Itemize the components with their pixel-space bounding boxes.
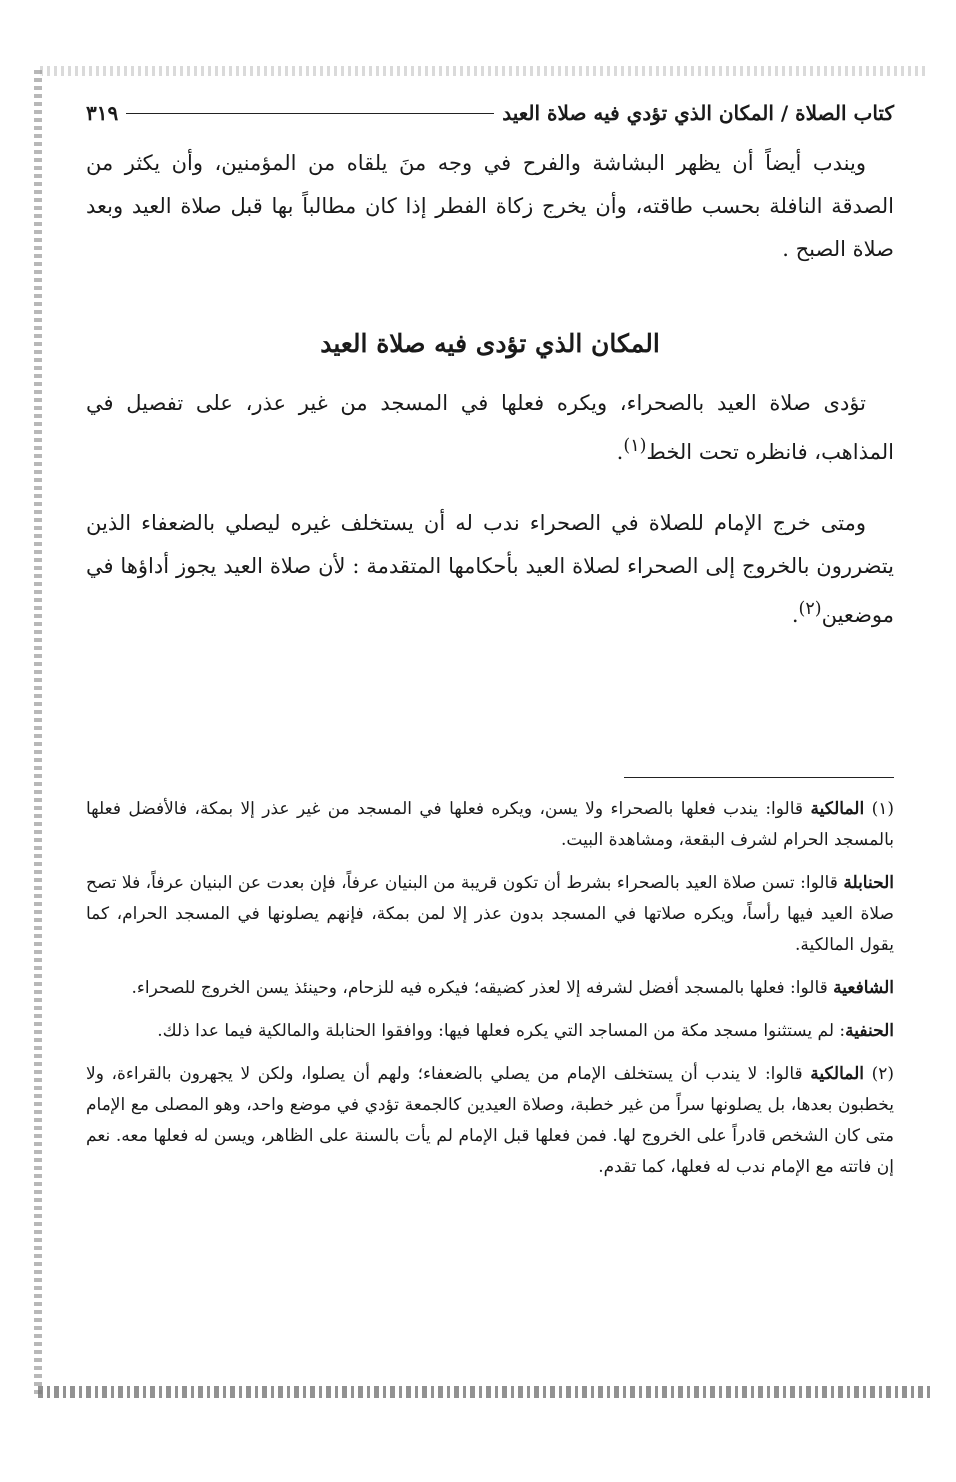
footnote-ref[interactable]: (١) (623, 436, 647, 456)
footnote-text: : لم يستثنوا مسجد مكة من المساجد التي يكره فعلها فيها: ووافقوا الحنابلة والمالكية فيما عدا ذلك. (157, 1021, 846, 1041)
paragraph-text: ومتى خرج الإمام للصلاة في الصحراء ندب له أن يستخلف غيره ليصلي بالضعفاء الذين يتضررون بالخروج إلى الصحراء لصلاة العيد بأحكامها المتقدمة : لأن صلاة العيد يجوز أداؤها في موضعين (86, 511, 894, 627)
paragraph-text: تؤدى صلاة العيد بالصحراء، ويكره فعلها في المسجد من غير عذر، على تفصيل في المذاهب، فانظره تحت الخط (86, 391, 894, 464)
footnote-number: (٢) (871, 1064, 895, 1084)
header-title: كتاب الصلاة / المكان الذي تؤدي فيه صلاة العيد (502, 101, 894, 125)
footnote-label: الشافعية (833, 978, 894, 998)
paragraph-end: . (791, 603, 799, 627)
header-rule (126, 113, 494, 114)
footnote-text: قالوا: يندب فعلها بالصحراء ولا يسن، ويكره فعلها في المسجد من غير عذر إلا بمكة، فالأفضل فعلها بالمسجد الحرام لشرف البقعة، ومشاهدة البيت. (86, 799, 894, 850)
page-number: ٣١٩ (86, 101, 119, 125)
section-title: المكان الذي تؤدى فيه صلاة العيد (320, 329, 660, 358)
footnote-number: (١) (871, 799, 895, 819)
body-paragraph (86, 382, 894, 474)
bottom-border-ornament (38, 1386, 932, 1398)
footnote (86, 1059, 894, 1183)
footnote-text: قالوا: تسن صلاة العيد بالصحراء بشرط أن تكون قريبة من البنيان عرفاً، فإن بعدت عن البنيان عرفاً، فلا تصح صلاة العيد فيها رأساً، ويكره صلاتها في المسجد بدون عذر إلا لمن بمكة، فإنهم يصلونها في المسجد الحرام، كما يقول المالكية. (86, 873, 894, 955)
footnote-ref[interactable]: (٢) (798, 599, 822, 619)
left-border-ornament (34, 70, 42, 1394)
footnote (86, 973, 894, 1004)
paragraph-end: . (616, 440, 624, 464)
footnote (86, 868, 894, 961)
running-header (86, 96, 894, 130)
footnote-text: قالوا: فعلها بالمسجد أفضل لشرفه إلا لعذر كضيقه؛ فيكره فيه للزحام، وحينئذ يسن الخروج للصحراء. (131, 978, 834, 998)
footnote-label: المالكية (810, 799, 865, 819)
footnote-separator (624, 777, 894, 778)
top-border-ornament (40, 66, 926, 76)
footnote-text: قالوا: لا يندب أن يستخلف الإمام من يصلي بالضعفاء؛ ولهم أن يصلوا، ولكن لا يجهرون بالقراءة، ولا يخطبون بعدها، بل يصلونها سراً من غير خطبة، وصلاة العيدين كالجمعة تؤدي في موضع واحد، وهو المصلى مع الإمام متى كان الشخص قادراً على الخروج لها. فمن فعلها قبل الإمام لم يأت بالسنة على الظاهر، ويسن له فعلها معه. نعم إن فاتته مع الإمام ندب له فعلها، كما تقدم. (86, 1064, 894, 1177)
footnote (86, 1016, 894, 1047)
footnote-label: المالكية (810, 1064, 864, 1084)
footnote-label: الحنفية (845, 1021, 894, 1041)
body-paragraph (86, 502, 894, 637)
footnote-label: الحنابلة (843, 873, 894, 893)
intro-paragraph: ويندب أيضاً أن يظهر البشاشة والفرح في وجه منَ يلقاه من المؤمنين، وأن يكثر من الصدقة النافلة بحسب طاقته، وأن يخرج زكاة الفطر إذا كان مطالباً بها قبل صلاة العيد وبعد صلاة الصبح . (86, 151, 894, 261)
footnote (86, 794, 894, 856)
book-page (86, 96, 894, 1183)
